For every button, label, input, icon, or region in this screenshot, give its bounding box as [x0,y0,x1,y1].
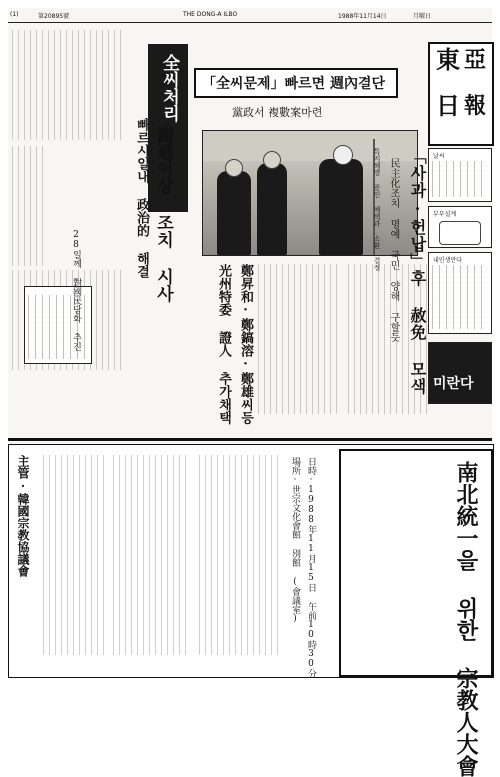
main-banner-text: 「全씨문제」빠르면 週內결단 [202,76,386,92]
organizer-list [113,455,189,655]
ad-headline: 南北統一을 위한 宗教人大會 [453,461,479,777]
photo-caption-b: 光州特委 證人 추가채택 [216,264,231,424]
ad-date: 日時·1988年11月15日 午前10時30分 [306,457,316,678]
masthead-bar [8,8,492,23]
photo-caption-a: 鄭昇和·鄭鎬溶·鄭雄씨등 [238,264,253,424]
ad-sponsor: 主管·韓國宗教協議會 [16,455,30,577]
photo-figure-head [333,145,353,165]
section-divider [8,438,492,441]
right-subheadline: 民主化조치 명예 국민 양해 구할듯 [388,158,399,342]
page-number: (1) [10,11,19,18]
text-column-block [12,30,122,140]
photo-figure [217,171,251,255]
right-headline: 「사과·헌납」후 赦免 모색 [408,148,427,395]
issue-date: 1988年11月14日 [338,13,387,20]
newspaper-page [8,8,492,777]
advertisement [8,444,494,777]
ad-title-frame [339,449,493,777]
nameplate-char-1: 東 [436,45,460,74]
issue-number: 第20895號 [38,13,70,20]
family-box [428,206,492,248]
photo-figure-head [263,151,281,169]
main-banner [194,68,398,98]
issue-weekday: 月曜日 [413,13,432,20]
ad-body-text [199,455,279,655]
weather-label: 날씨 [433,153,445,160]
nameplate-roman: THE DONG-A ILBO [183,11,238,18]
text-column-block [12,146,46,266]
headline-secondary: 謝過이상 조치 시사 [153,126,173,302]
sub-banner: 黨政서 複數案마련 [232,106,323,119]
book-box [428,252,492,334]
headline-tertiary: 빠르시일내 政治的 해결 [134,118,149,278]
photo-figure [257,163,287,255]
headline-quaternary: 28일께 對國民담화 추진 [71,230,81,351]
nameplate-char-3: 日 [436,91,460,120]
weather-box [428,148,492,202]
family-label: 부부설계 [433,211,457,218]
book-label: 내인생만다 [433,257,462,264]
photo-figure [319,159,363,255]
organizer-list [43,455,107,655]
ad-badge [428,342,492,404]
nameplate-char-4: 報 [464,93,487,119]
headline-primary: 全씨처리 [159,54,179,122]
right-subheadline-2: 특지해명 증인 채택과 소환 결정 [373,148,381,271]
text-column-block [258,264,342,414]
ad-badge-text: 미란다 [433,376,474,392]
ad-place: 場所·世宗文化會館 別館 (會議室) [290,457,300,624]
nameplate-char-2: 亞 [464,47,487,73]
photo-figure-head [225,159,243,177]
nameplate [428,42,494,146]
